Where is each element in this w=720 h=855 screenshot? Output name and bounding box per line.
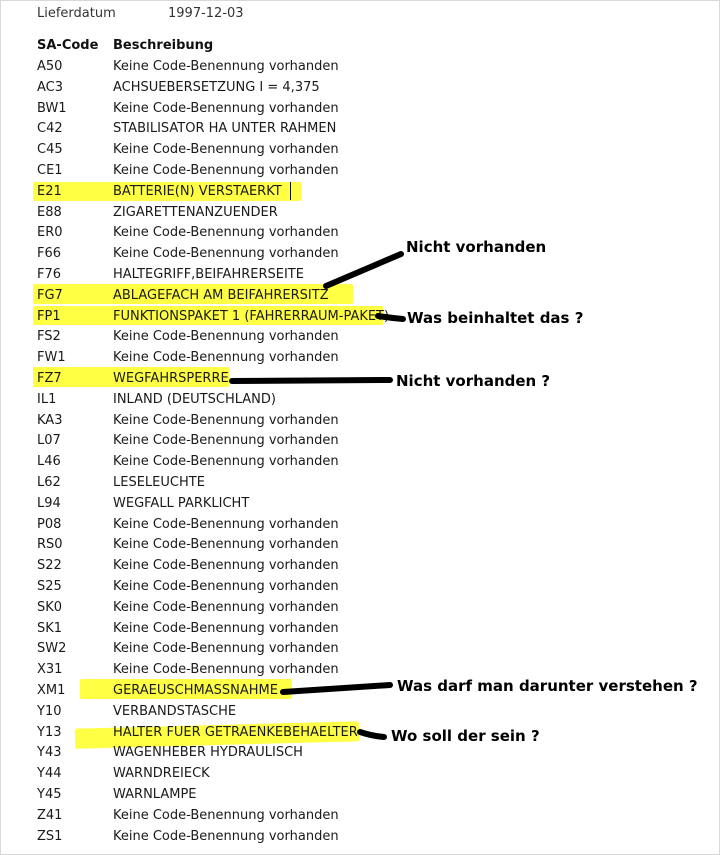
code-description: ZIGARETTENANZUENDER: [113, 205, 278, 220]
sa-code: Y45: [37, 787, 62, 802]
code-description: WARNDREIECK: [113, 766, 210, 781]
code-description: ABLAGEFACH AM BEIFAHRERSITZ: [113, 288, 329, 303]
code-description: Keine Code-Benennung vorhanden: [113, 621, 339, 636]
sa-code: IL1: [37, 392, 57, 407]
sa-code: SW2: [37, 641, 67, 656]
code-description: Keine Code-Benennung vorhanden: [113, 662, 339, 677]
sa-code: P08: [37, 517, 62, 532]
arrow-fp1-mark: [378, 316, 403, 319]
sa-code: L07: [37, 433, 61, 448]
sa-code: X31: [37, 662, 63, 677]
sa-code: L46: [37, 454, 61, 469]
code-description: WEGFALL PARKLICHT: [113, 496, 250, 511]
arrow-fg7-mark: [326, 254, 401, 286]
sa-code: Y13: [37, 725, 62, 740]
code-description: VERBANDSTASCHE: [113, 704, 237, 719]
sa-code: AC3: [37, 80, 64, 95]
column-header-description: Beschreibung: [113, 38, 214, 53]
sa-code: CE1: [37, 163, 63, 178]
sa-code: S25: [37, 579, 62, 594]
sa-code: FP1: [37, 309, 61, 324]
code-description: WAGENHEBER HYDRAULISCH: [113, 745, 303, 760]
annotation-fz7: Nicht vorhanden ?: [396, 372, 551, 390]
delivery-date-label: Lieferdatum: [37, 6, 116, 21]
code-description: Keine Code-Benennung vorhanden: [113, 246, 339, 261]
code-description: Keine Code-Benennung vorhanden: [113, 454, 339, 469]
code-description: Keine Code-Benennung vorhanden: [113, 433, 339, 448]
code-description: Keine Code-Benennung vorhanden: [113, 101, 339, 116]
column-header-code: SA-Code: [37, 38, 99, 53]
sa-code: ER0: [37, 225, 63, 240]
sa-code: SK0: [37, 600, 63, 615]
code-description: Keine Code-Benennung vorhanden: [113, 350, 339, 365]
annotation-fp1: Was beinhaltet das ?: [407, 309, 584, 327]
sa-code: S22: [37, 558, 62, 573]
code-description: LESELEUCHTE: [113, 475, 205, 490]
code-description: WARNLAMPE: [113, 787, 197, 802]
code-description: Keine Code-Benennung vorhanden: [113, 808, 339, 823]
annotation-fg7: Nicht vorhanden: [406, 238, 547, 256]
code-description: BATTERIE(N) VERSTAERKT: [113, 184, 282, 199]
code-description: Keine Code-Benennung vorhanden: [113, 579, 339, 594]
sa-code: F76: [37, 267, 62, 282]
annotation-y13: Wo soll der sein ?: [391, 727, 540, 745]
delivery-date-value: 1997-12-03: [168, 6, 244, 21]
sa-code: L94: [37, 496, 61, 511]
sa-code: XM1: [37, 683, 66, 698]
sa-code: Z41: [37, 808, 63, 823]
code-description: Keine Code-Benennung vorhanden: [113, 163, 339, 178]
sa-code: E88: [37, 205, 62, 220]
code-description: Keine Code-Benennung vorhanden: [113, 829, 339, 844]
sa-code: FZ7: [37, 371, 62, 386]
arrow-y13-mark: [360, 732, 384, 737]
code-description: HALTEGRIFF,BEIFAHRERSEITE: [113, 267, 304, 282]
sa-code: A50: [37, 59, 63, 74]
sa-code: RS0: [37, 537, 63, 552]
sa-code: C45: [37, 142, 63, 157]
sa-code: Y44: [37, 766, 62, 781]
arrow-fz7-mark: [232, 380, 390, 381]
sa-code: Y10: [37, 704, 62, 719]
sa-code: BW1: [37, 101, 67, 116]
sa-code: KA3: [37, 413, 63, 428]
code-description: Keine Code-Benennung vorhanden: [113, 59, 339, 74]
sa-code: Y43: [37, 745, 62, 760]
code-description: Keine Code-Benennung vorhanden: [113, 329, 339, 344]
code-description: Keine Code-Benennung vorhanden: [113, 413, 339, 428]
sa-code: L62: [37, 475, 61, 490]
code-description: Keine Code-Benennung vorhanden: [113, 142, 339, 157]
sa-code: F66: [37, 246, 62, 261]
code-description: Keine Code-Benennung vorhanden: [113, 641, 339, 656]
code-description: WEGFAHRSPERRE: [113, 371, 229, 386]
code-description: Keine Code-Benennung vorhanden: [113, 537, 339, 552]
sa-code: FS2: [37, 329, 61, 344]
arrow-xm1-mark: [283, 685, 390, 692]
code-description: Keine Code-Benennung vorhanden: [113, 517, 339, 532]
code-description: FUNKTIONSPAKET 1 (FAHRERRAUM-PAKET): [113, 309, 390, 324]
sa-code: SK1: [37, 621, 63, 636]
sa-code: FG7: [37, 288, 63, 303]
sa-code: C42: [37, 121, 63, 136]
code-description: Keine Code-Benennung vorhanden: [113, 558, 339, 573]
code-description: Keine Code-Benennung vorhanden: [113, 225, 339, 240]
code-description: ACHSUEBERSETZUNG I = 4,375: [113, 80, 320, 95]
sa-code: FW1: [37, 350, 66, 365]
code-description: Keine Code-Benennung vorhanden: [113, 600, 339, 615]
code-description: GERAEUSCHMASSNAHME: [113, 683, 278, 698]
sa-code: ZS1: [37, 829, 63, 844]
code-description: HALTER FUER GETRAENKEBEHAELTER: [113, 725, 358, 740]
annotation-xm1: Was darf man darunter verstehen ?: [397, 677, 698, 695]
code-description: STABILISATOR HA UNTER RAHMEN: [113, 121, 337, 136]
sa-code: E21: [37, 184, 62, 199]
code-description: INLAND (DEUTSCHLAND): [113, 392, 276, 407]
